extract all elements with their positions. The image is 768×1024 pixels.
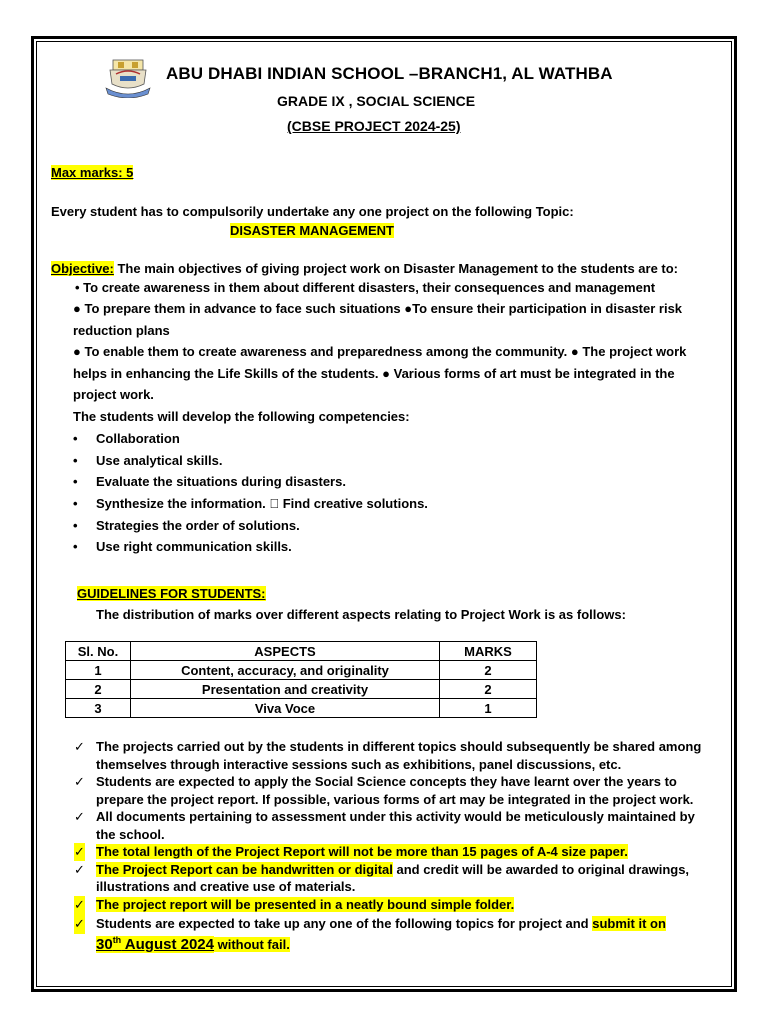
date-day: 30 bbox=[96, 936, 113, 953]
objective-text: The main objectives of giving project work on Disaster Management to the students are to: bbox=[113, 261, 679, 276]
date-rest: August 2024 bbox=[121, 936, 214, 953]
table-header: ASPECTS bbox=[131, 642, 440, 661]
table-cell: 3 bbox=[66, 699, 131, 718]
grade-subject: GRADE IX , SOCIAL SCIENCE bbox=[277, 93, 476, 109]
school-logo-icon bbox=[104, 58, 152, 98]
checklist-text: The project report will be presented in a neatly bound simple folder. bbox=[96, 896, 515, 912]
objective-label: Objective: bbox=[51, 261, 114, 276]
list-item: • Collaboration bbox=[73, 428, 428, 450]
max-marks-label: Max marks: 5 bbox=[51, 165, 134, 180]
objective-para-1: ● To prepare them in advance to face such situations ●To ensure their participation in disaster risk reduction plans bbox=[73, 301, 683, 338]
submission-date bbox=[96, 936, 214, 953]
checklist-item bbox=[74, 773, 714, 808]
table-cell: 1 bbox=[66, 661, 131, 680]
marks-table bbox=[65, 641, 537, 718]
table-cell: 2 bbox=[66, 680, 131, 699]
table-row bbox=[66, 680, 537, 699]
guidelines-label: GUIDELINES FOR STUDENTS: bbox=[77, 586, 266, 601]
objective-para-2: ● To enable them to create awareness and preparedness among the community. ● The project work helps in enhancing the Life Skills of the students. ● Various forms of art must be integrated in the project work. bbox=[73, 344, 687, 402]
list-item: • Strategies the order of solutions. bbox=[73, 515, 428, 537]
checkmark-icon: ✓ bbox=[74, 739, 85, 754]
checklist-item bbox=[74, 843, 714, 861]
table-header: MARKS bbox=[440, 642, 537, 661]
table-row bbox=[66, 699, 537, 718]
topic-title bbox=[230, 220, 394, 242]
checklist-item bbox=[74, 738, 714, 773]
checklist-text-highlight: submit it on bbox=[592, 916, 666, 931]
checklist-item bbox=[74, 913, 714, 955]
guidelines-title bbox=[77, 583, 266, 605]
checklist-text: The total length of the Project Report will not be more than 15 pages of A-4 size paper. bbox=[96, 844, 628, 859]
max-marks bbox=[51, 162, 133, 184]
list-item: • Use right communication skills. bbox=[73, 536, 428, 558]
list-item: • Synthesize the information.   Find creative solutions. bbox=[73, 493, 428, 515]
checklist-text: Students are expected to apply the Social Science concepts they have learnt over the years to prepare the project report. If possible, various forms of art may be integrated in the project work. bbox=[96, 774, 694, 807]
table-row bbox=[66, 661, 537, 680]
distribution-text: The distribution of marks over different aspects relating to Project Work is as follows: bbox=[96, 607, 626, 622]
checklist-text-highlight: The Project Report can be handwritten or digital bbox=[96, 861, 393, 877]
competencies-list bbox=[73, 428, 428, 558]
guidelines-checklist bbox=[74, 738, 714, 955]
objective-para-3: The students will develop the following competencies: bbox=[73, 408, 410, 424]
topic-label: DISASTER MANAGEMENT bbox=[230, 223, 394, 238]
date-suffix: th bbox=[112, 935, 122, 945]
table-cell: 2 bbox=[440, 680, 537, 699]
checklist-item bbox=[74, 861, 714, 896]
table-cell: 2 bbox=[440, 661, 537, 680]
list-item: • Use analytical skills. bbox=[73, 450, 428, 472]
table-cell: Content, accuracy, and originality bbox=[131, 661, 440, 680]
table-cell: Presentation and creativity bbox=[131, 680, 440, 699]
checkmark-icon: ✓ bbox=[74, 809, 85, 824]
table-cell: Viva Voce bbox=[131, 699, 440, 718]
checkmark-icon: ✓ bbox=[74, 844, 85, 859]
table-header: Sl. No. bbox=[66, 642, 131, 661]
checklist-text-highlight: without fail. bbox=[214, 937, 290, 952]
checkmark-icon: ✓ bbox=[74, 774, 85, 789]
checklist-item bbox=[74, 896, 714, 914]
school-name: ABU DHABI INDIAN SCHOOL –BRANCH1, AL WATHBA bbox=[166, 64, 613, 83]
table-cell: 1 bbox=[440, 699, 537, 718]
objective-paragraphs bbox=[73, 298, 713, 427]
checkmark-icon: ✓ bbox=[74, 861, 85, 877]
list-item: • Evaluate the situations during disasters. bbox=[73, 471, 428, 493]
checklist-text: and credit will be awarded to original drawings, illustrations and creative use of materials. bbox=[96, 861, 690, 894]
checklist-text: Students are expected to take up any one of the following topics for project and bbox=[96, 916, 593, 931]
checkmark-icon: ✓ bbox=[74, 913, 85, 934]
checklist-text: The projects carried out by the students in different topics should subsequently be shared among themselves through interactive sessions such as exhibitions, panel discussions, etc. bbox=[96, 739, 702, 772]
checklist-text: All documents pertaining to assessment under this activity would be meticulously maintained by the school. bbox=[96, 809, 695, 842]
table-header-row bbox=[66, 642, 537, 661]
checklist-item bbox=[74, 808, 714, 843]
checkmark-icon: ✓ bbox=[74, 896, 85, 912]
intro-text: Every student has to compulsorily undertake any one project on the following Topic: bbox=[51, 204, 574, 219]
objective-bullet-1: • To create awareness in them about different disasters, their consequences and management bbox=[75, 280, 656, 295]
project-year: (CBSE PROJECT 2024-25) bbox=[287, 118, 461, 134]
